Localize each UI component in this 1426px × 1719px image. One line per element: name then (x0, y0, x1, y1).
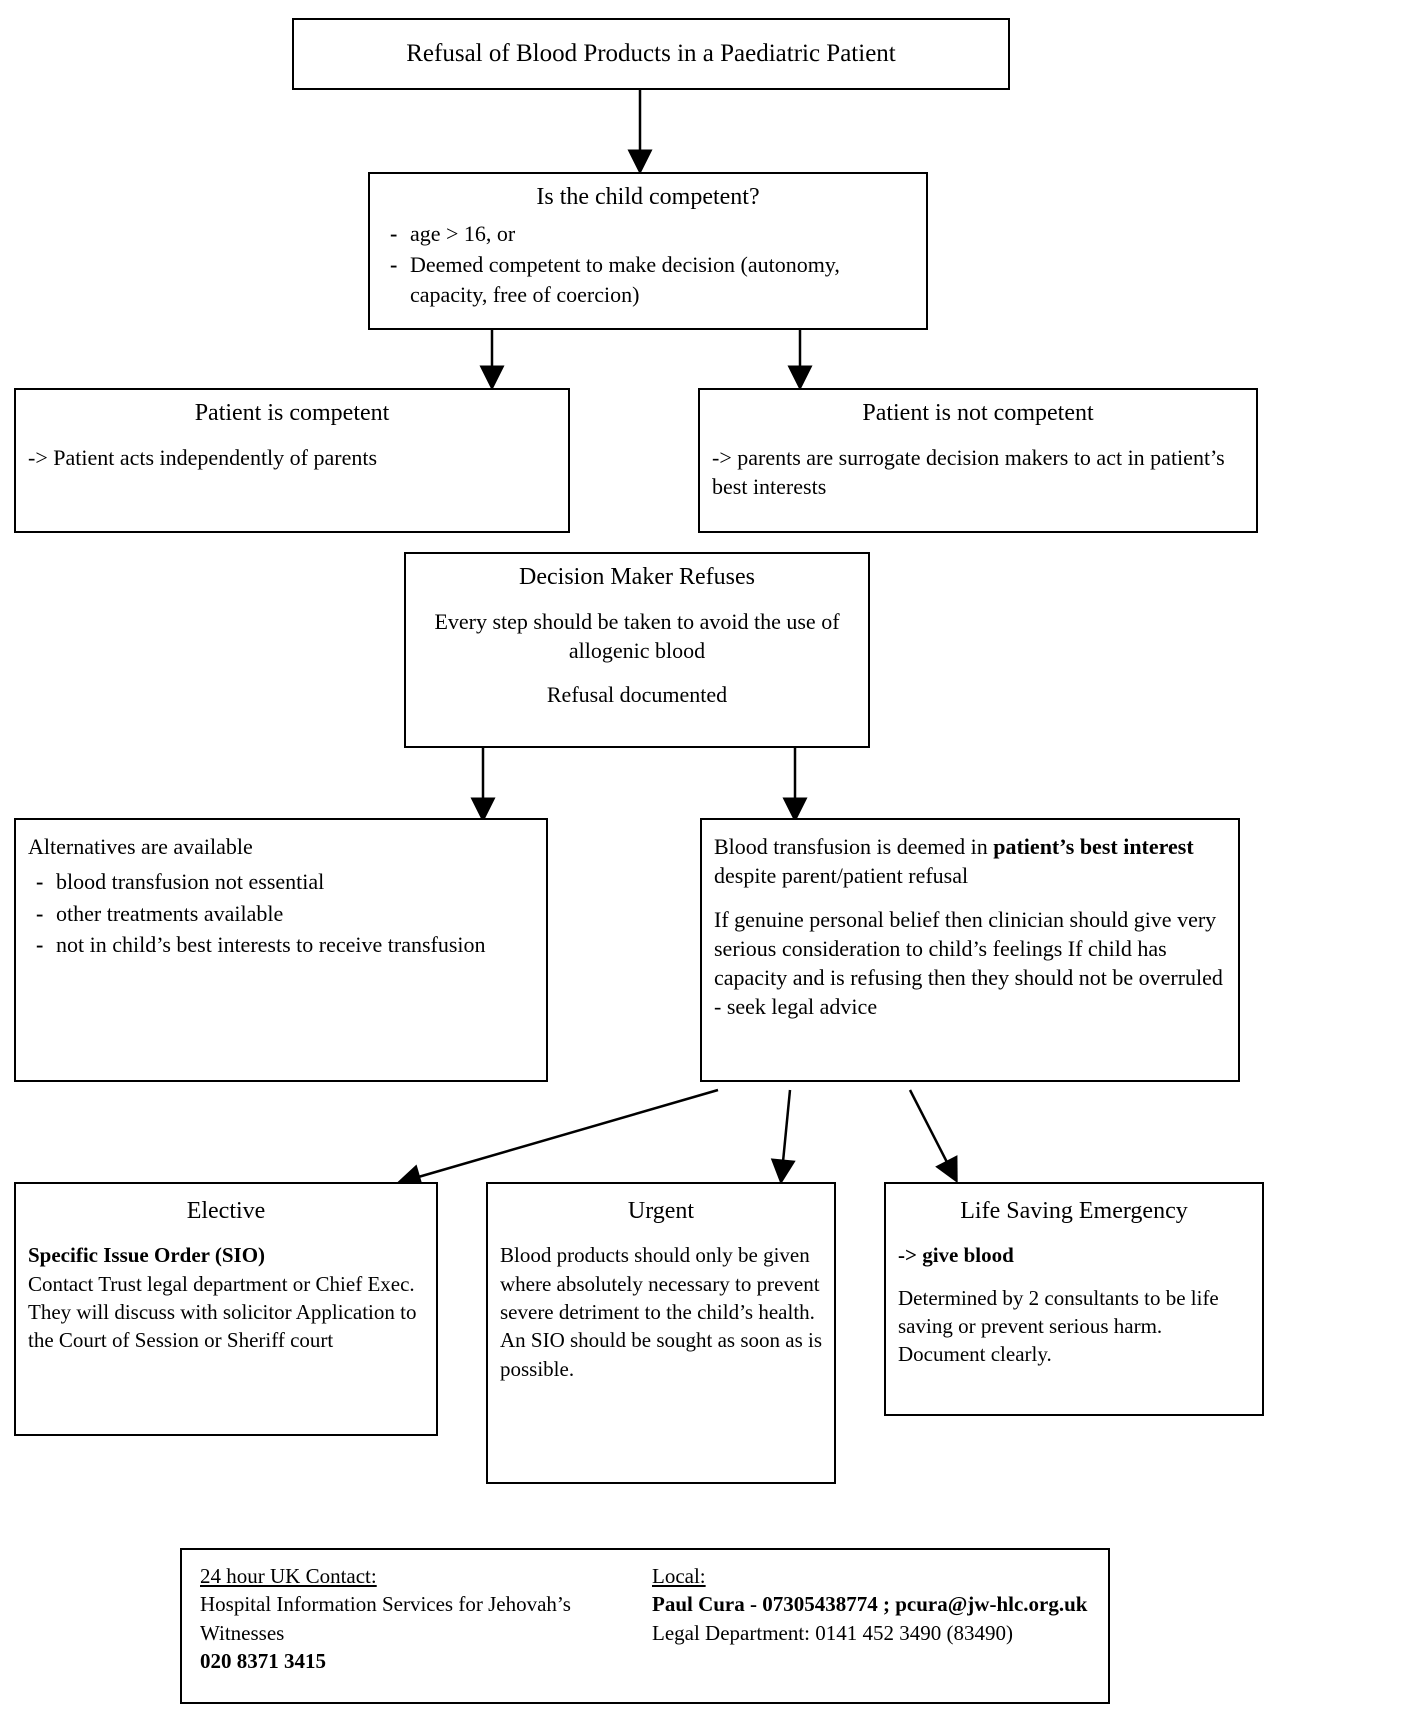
node-patient-competent (14, 388, 570, 533)
not-competent-body: -> parents are surrogate decision makers to act in patient’s best interests (712, 445, 1225, 500)
emergency-body: Determined by 2 consultants to be life saving or prevent serious harm. Document clearly. (898, 1285, 1219, 1367)
refuses-line2: Refusal documented (546, 681, 728, 707)
alternatives-heading: Alternatives are available (28, 834, 253, 859)
node-urgent (486, 1182, 836, 1484)
not-competent-heading: Patient is not competent (862, 400, 1094, 426)
node-contacts (180, 1548, 1110, 1704)
emergency-heading: Life Saving Emergency (960, 1198, 1188, 1224)
node-life-saving-emergency (884, 1182, 1264, 1416)
contacts-local-label: Local: (652, 1564, 706, 1588)
refuses-heading: Decision Maker Refuses (519, 564, 755, 590)
competent-body: -> Patient acts independently of parents (28, 445, 378, 471)
elective-heading: Elective (186, 1198, 266, 1224)
best-interest-line1 (714, 832, 1226, 891)
node-patient-not-competent (698, 388, 1258, 533)
contacts-legal-dept: Legal Department: 0141 452 3490 (83490) (652, 1620, 1013, 1645)
alternatives-bullets (28, 867, 534, 959)
best-interest-line1-post: despite parent/patient refusal (714, 863, 969, 889)
competency-heading: Is the child competent? (536, 184, 760, 210)
best-interest-line1-bold: patient’s best interest (993, 834, 1194, 859)
urgent-heading: Urgent (627, 1198, 695, 1224)
contacts-uk-label: 24 hour UK Contact: (200, 1564, 377, 1588)
list-item: - other treatments available (28, 899, 534, 928)
list-item: - Deemed competent to make decision (autonomy, capacity, free of coercion) (382, 250, 914, 309)
contacts-uk-column (200, 1562, 630, 1675)
competency-bullets (382, 219, 914, 309)
node-competency (368, 172, 928, 330)
title-text: Refusal of Blood Products in a Paediatric Patient (406, 40, 896, 68)
contacts-uk-phone: 020 8371 3415 (200, 1649, 326, 1674)
best-interest-line1-pre: Blood transfusion is deemed in (714, 834, 994, 859)
contacts-local-column (652, 1562, 1102, 1647)
list-item: - not in child’s best interests to receive transfusion (28, 930, 534, 959)
emergency-bold: -> give blood (898, 1243, 1014, 1268)
node-decision-maker-refuses (404, 552, 870, 748)
node-title (292, 18, 1010, 90)
node-elective (14, 1182, 438, 1436)
contacts-uk-org: Hospital Information Services for Jehovah’s Witnesses (200, 1592, 571, 1645)
node-best-interest (700, 818, 1240, 1082)
competent-heading: Patient is competent (194, 400, 390, 426)
contacts-local-person: Paul Cura - 07305438774 ; pcura@jw-hlc.org.uk (652, 1592, 1088, 1617)
list-item: - age > 16, or (382, 219, 914, 248)
elective-body: Contact Trust legal department or Chief Exec. They will discuss with solicitor Application to the Court of Session or Sheriff court (28, 1271, 417, 1353)
refuses-line1: Every step should be taken to avoid the use of allogenic blood (434, 609, 840, 664)
best-interest-paragraph: If genuine personal belief then clinician should give very serious consideration to child’s feelings If child has capacity and is refusing then they should not be overruled - seek legal advice (714, 906, 1223, 1020)
list-item: - blood transfusion not essential (28, 867, 534, 896)
elective-bold: Specific Issue Order (SIO) (28, 1243, 266, 1268)
node-alternatives (14, 818, 548, 1082)
urgent-body: Blood products should only be given where absolutely necessary to prevent severe detriment to the child’s health. An SIO should be sought as soon as is possible. (500, 1243, 823, 1381)
